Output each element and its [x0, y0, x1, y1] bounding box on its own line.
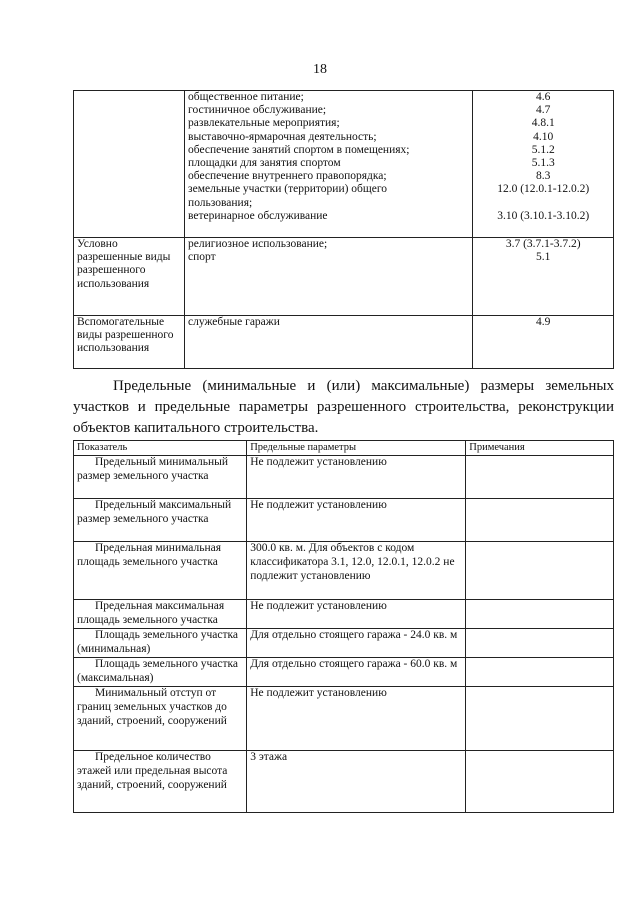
- category-cell: Условно разрешенные виды разрешенного использования: [74, 238, 185, 316]
- use-codes-cell: [473, 91, 614, 238]
- use-code: 3.7 (3.7.1-3.7.2): [505, 238, 581, 250]
- use-code: 3.10 (3.10.1-3.10.2): [497, 209, 590, 222]
- use-name: ветеринарное обслуживание: [188, 209, 328, 222]
- column-header: Предельные параметры: [247, 441, 466, 456]
- indicator-cell: Предельная минимальная площадь земельного участка: [74, 542, 247, 600]
- use-name: обеспечение занятий спортом в помещениях;: [188, 143, 410, 156]
- category-cell: [74, 91, 185, 238]
- value-cell: Не подлежит установлению: [247, 600, 466, 629]
- table-row: [74, 751, 614, 813]
- value-cell: Не подлежит установлению: [247, 499, 466, 542]
- table-row: [74, 499, 614, 542]
- use-code: 4.7: [536, 104, 551, 117]
- indicator-cell: Предельный максимальный размер земельного участка: [74, 499, 247, 542]
- category-cell: Вспомогательные виды разрешенного использования: [74, 316, 185, 369]
- value-cell: 3 этажа: [247, 751, 466, 813]
- note-cell: [466, 600, 614, 629]
- indicator-cell: Предельный минимальный размер земельного участка: [74, 456, 247, 499]
- table-row: [74, 687, 614, 751]
- note-cell: [466, 456, 614, 499]
- note-cell: [466, 499, 614, 542]
- use-name: спорт: [188, 251, 216, 264]
- use-code: 5.1: [536, 251, 551, 264]
- use-code: 4.6: [536, 91, 551, 103]
- table-row: [74, 238, 614, 316]
- use-code: 8.3: [536, 170, 551, 183]
- note-cell: [466, 542, 614, 600]
- use-codes-cell: [473, 316, 614, 369]
- use-name: выставочно-ярмарочная деятельность;: [188, 130, 377, 143]
- indicator-cell: Площадь земельного участка (максимальная): [74, 658, 247, 687]
- use-names-cell: [185, 316, 473, 369]
- table-row: [74, 600, 614, 629]
- use-code: 4.9: [536, 316, 551, 328]
- column-header: Показатель: [74, 441, 247, 456]
- value-cell: Для отдельно стоящего гаража - 24.0 кв. м: [247, 629, 466, 658]
- use-names-cell: [185, 91, 473, 238]
- use-name: общественное питание;: [188, 91, 304, 103]
- indicator-cell: Предельная максимальная площадь земельного участка: [74, 600, 247, 629]
- page-number: 18: [313, 62, 327, 77]
- indicator-cell: Минимальный отступ от границ земельных участков до зданий, строений, сооружений: [74, 687, 247, 751]
- paragraph-text: Предельные (минимальные и (или) максимальные) размеры земельных участков и предельные параметры разрешенного строительства, реконструкции объектов капитального строительства.: [73, 378, 614, 436]
- use-name: земельные участки (территории) общего пользования;: [188, 183, 388, 209]
- table-row: [74, 91, 614, 238]
- note-cell: [466, 658, 614, 687]
- value-cell: Не подлежит установлению: [247, 687, 466, 751]
- column-header: Примечания: [466, 441, 614, 456]
- limits-table: [73, 440, 614, 813]
- use-name: обеспечение внутреннего правопорядка;: [188, 170, 387, 183]
- table-row: [74, 316, 614, 369]
- note-cell: [466, 629, 614, 658]
- table-row: [74, 542, 614, 600]
- indicator-cell: Предельное количество этажей или предельная высота зданий, строений, сооружений: [74, 751, 247, 813]
- use-name: гостиничное обслуживание;: [188, 104, 327, 117]
- use-name: площадки для занятия спортом: [188, 157, 341, 170]
- value-cell: Не подлежит установлению: [247, 456, 466, 499]
- permitted-uses-table: [73, 90, 614, 369]
- use-names-cell: [185, 238, 473, 316]
- table-header-row: [74, 441, 614, 456]
- note-cell: [466, 687, 614, 751]
- table-row: [74, 629, 614, 658]
- use-code: 12.0 (12.0.1-12.0.2): [497, 183, 590, 196]
- use-name: служебные гаражи: [188, 316, 280, 328]
- use-code: 5.1.3: [531, 157, 555, 170]
- value-cell: Для отдельно стоящего гаража - 60.0 кв. м: [247, 658, 466, 687]
- table-row: [74, 658, 614, 687]
- table-row: [74, 456, 614, 499]
- use-code: 4.10: [533, 130, 554, 143]
- note-cell: [466, 751, 614, 813]
- use-name: развлекательные мероприятия;: [188, 117, 340, 130]
- use-codes-cell: [473, 238, 614, 316]
- section-paragraph: [73, 376, 614, 439]
- use-code: 4.8.1: [531, 117, 555, 130]
- use-name: религиозное использование;: [188, 238, 328, 250]
- use-code: 5.1.2: [531, 143, 555, 156]
- value-cell: 300.0 кв. м. Для объектов с кодом классификатора 3.1, 12.0, 12.0.1, 12.0.2 не подлежит установлению: [247, 542, 466, 600]
- indicator-cell: Площадь земельного участка (минимальная): [74, 629, 247, 658]
